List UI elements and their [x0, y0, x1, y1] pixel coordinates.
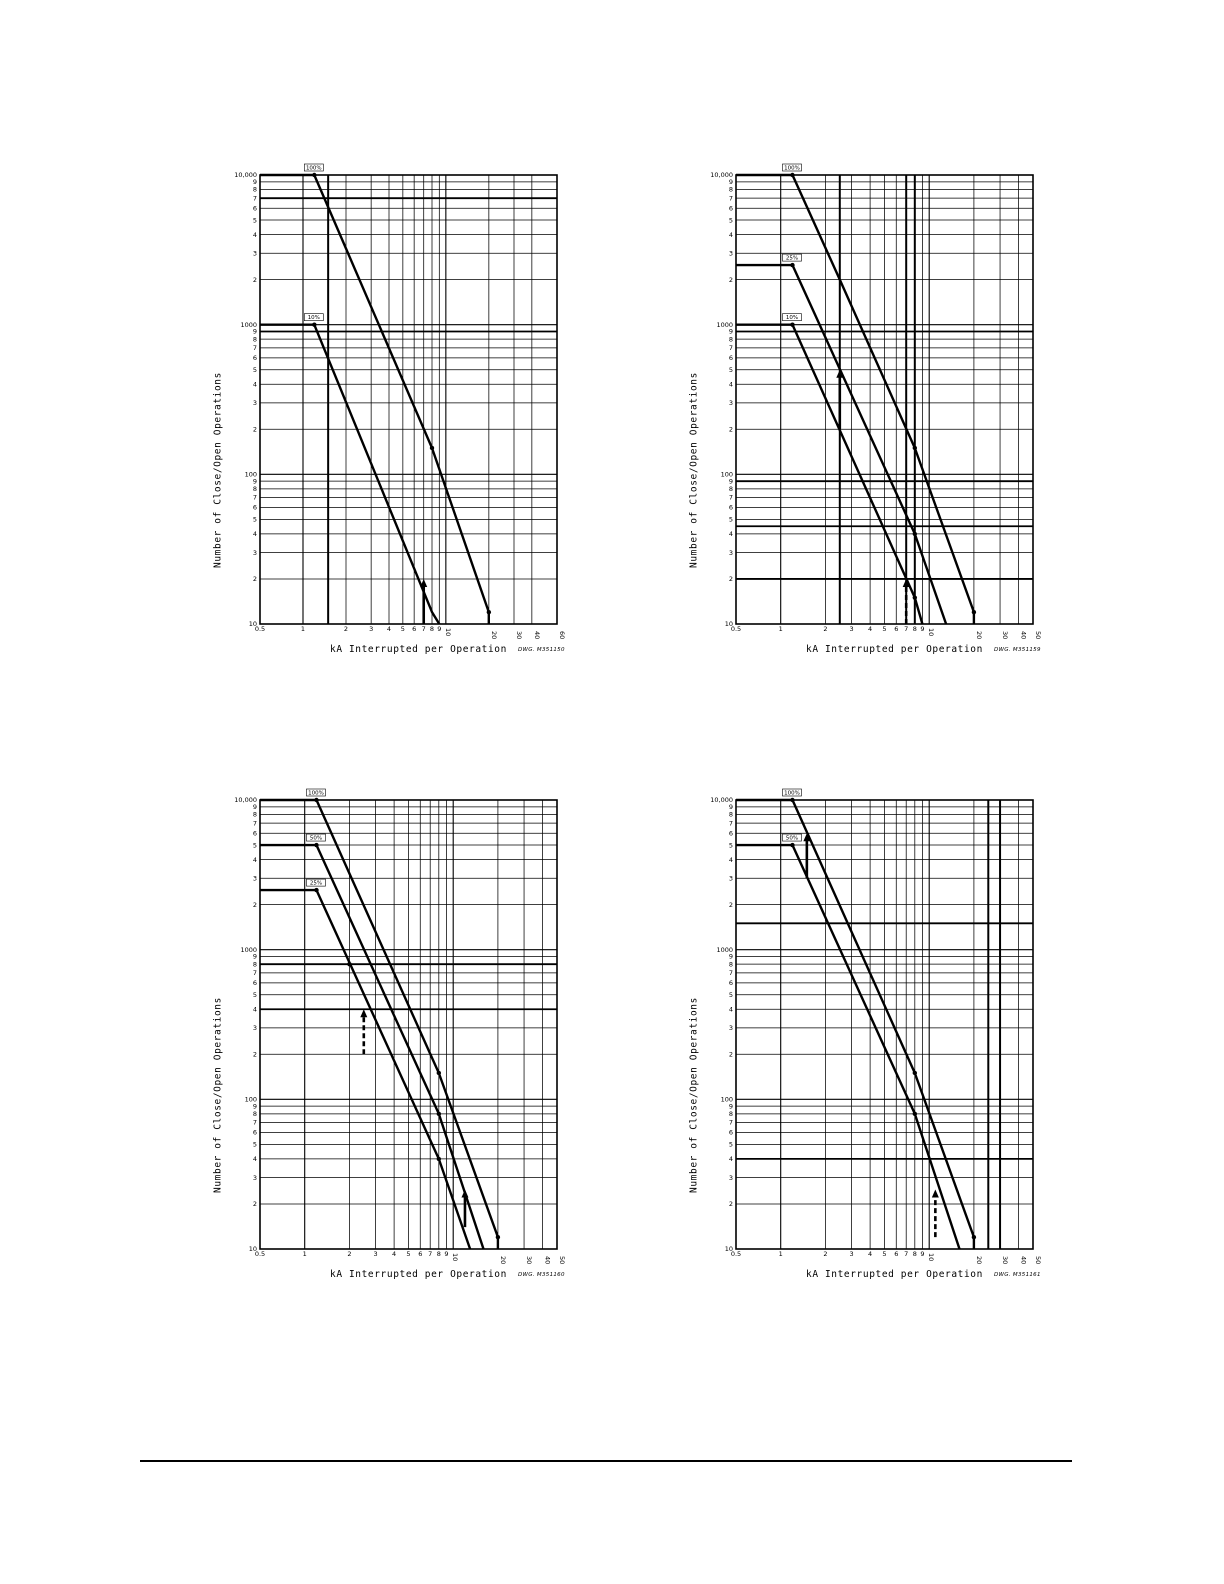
data-point: [972, 610, 976, 614]
x-tick-label: 8: [912, 1250, 917, 1258]
x-tick-label: 3: [849, 625, 854, 633]
y-tick-label: 5: [728, 1140, 733, 1149]
y-tick-label: 9: [252, 477, 257, 486]
y-tick-label: 6: [252, 354, 257, 363]
y-tick-label: 6: [252, 829, 257, 838]
y-tick-label: 4: [252, 855, 257, 864]
y-tick-label: 7: [728, 344, 733, 353]
y-tick-label: 5: [252, 841, 257, 850]
y-tick-label: 4: [728, 530, 733, 539]
x-tick-label: 3: [373, 1250, 378, 1258]
y-tick-label: 2: [728, 900, 733, 909]
y-tick-label: 3: [728, 548, 733, 557]
y-tick-label: 6: [252, 1128, 257, 1137]
data-point: [972, 1235, 976, 1239]
y-tick-label: 2: [252, 425, 257, 434]
y-tick-label: 3: [252, 874, 257, 883]
x-tick-label: 9: [444, 1250, 449, 1258]
y-tick-label: 7: [252, 969, 257, 978]
chart-1: [200, 150, 580, 690]
y-tick-label: 6: [728, 1128, 733, 1137]
y-tick-label: 9: [728, 178, 733, 187]
x-tick-label: 8: [429, 625, 435, 633]
y-tick-label: 6: [252, 204, 257, 213]
y-tick-label: 8: [252, 185, 257, 194]
y-tick-label: 2: [728, 1050, 733, 1059]
x-tick-label: 0.5: [254, 625, 266, 633]
y-tick-label: 10,000: [710, 171, 733, 180]
x-tick-label: 4: [386, 625, 392, 633]
y-tick-label: 4: [252, 380, 257, 389]
data-point: [913, 532, 917, 536]
x-tick-label: 40: [532, 631, 541, 640]
y-tick-label: 3: [252, 1024, 257, 1033]
y-tick-label: 2: [728, 275, 733, 284]
y-tick-label: 4: [252, 530, 257, 539]
x-tick-label: 9: [920, 625, 925, 633]
y-tick-label: 7: [728, 493, 733, 502]
x-axis-label: kA Interrupted per Operation: [330, 644, 507, 655]
series-label-text: 25%: [785, 255, 799, 262]
x-tick-label: 2: [343, 625, 349, 633]
y-tick-label: 9: [252, 1102, 257, 1111]
y-tick-label: 6: [728, 354, 733, 363]
data-point: [790, 322, 794, 326]
x-tick-label: 2: [347, 1250, 352, 1258]
x-tick-label: 20: [489, 631, 498, 640]
y-tick-label: 4: [728, 380, 733, 389]
y-tick-label: 7: [728, 1118, 733, 1127]
y-tick-label: 6: [728, 829, 733, 838]
x-tick-label: 30: [1001, 1256, 1010, 1265]
y-tick-label: 7: [252, 493, 257, 502]
x-tick-label: 10: [451, 1253, 460, 1262]
data-point: [913, 595, 917, 599]
y-tick-label: 5: [252, 365, 257, 374]
y-tick-label: 4: [728, 1005, 733, 1014]
y-tick-label: 1000: [716, 945, 733, 954]
y-tick-label: 10: [724, 620, 733, 629]
arrow-head: [360, 1009, 367, 1017]
y-axis-label: Number of Close/Open Operations: [688, 997, 700, 1193]
series-label: [306, 879, 325, 887]
x-tick-label: 40: [1019, 1256, 1028, 1265]
y-tick-label: 4: [252, 230, 257, 239]
y-tick-label: 100: [720, 1095, 733, 1104]
y-tick-label: 7: [728, 969, 733, 978]
y-tick-label: 2: [728, 575, 733, 584]
y-tick-label: 8: [728, 810, 733, 819]
series-label: [306, 789, 325, 797]
series-label: [782, 834, 801, 842]
series-label-text: 100%: [308, 790, 324, 797]
data-point: [437, 1112, 441, 1116]
y-tick-label: 9: [728, 1102, 733, 1111]
y-tick-label: 5: [728, 515, 733, 524]
x-tick-label: 6: [894, 1250, 899, 1258]
x-tick-label: 50: [558, 1256, 566, 1265]
x-tick-label: 5: [882, 625, 887, 633]
series-label: [782, 314, 801, 322]
y-tick-label: 5: [252, 990, 257, 999]
y-tick-label: 7: [728, 819, 733, 828]
y-tick-label: 4: [728, 1155, 733, 1164]
x-tick-label: 10: [927, 628, 936, 637]
y-axis-label: Number of Close/Open Operations: [212, 372, 224, 568]
x-tick-label: 0.5: [730, 1250, 742, 1258]
y-tick-label: 2: [252, 1050, 257, 1059]
x-tick-label: 2: [823, 1250, 828, 1258]
y-tick-label: 3: [728, 1173, 733, 1182]
y-tick-label: 8: [728, 185, 733, 194]
y-tick-label: 7: [252, 344, 257, 353]
x-tick-label: 0.5: [254, 1250, 266, 1258]
x-tick-label: 20: [498, 1256, 507, 1265]
x-tick-label: 40: [543, 1256, 552, 1265]
y-tick-label: 10: [248, 1245, 257, 1254]
y-tick-label: 3: [252, 249, 257, 258]
arrow-head: [932, 1189, 939, 1197]
y-tick-label: 10: [724, 1245, 733, 1254]
x-tick-label: 60: [558, 631, 566, 640]
y-tick-label: 7: [252, 194, 257, 203]
data-point: [790, 843, 794, 847]
x-tick-label: 40: [1019, 631, 1028, 640]
y-tick-label: 7: [252, 819, 257, 828]
drawing-number: DWG. M351150: [518, 647, 565, 653]
arrow-indicator: [932, 1189, 939, 1237]
y-tick-label: 5: [728, 365, 733, 374]
data-point: [496, 1235, 500, 1239]
x-tick-label: 4: [392, 1250, 397, 1258]
arrow-indicator: [461, 1189, 468, 1227]
chart-4-plot: [676, 775, 1056, 1315]
arrow-indicator: [360, 1009, 367, 1054]
x-tick-label: 8: [912, 625, 917, 633]
y-tick-label: 10,000: [710, 796, 733, 805]
y-tick-label: 100: [720, 470, 733, 479]
x-tick-label: 6: [894, 625, 899, 633]
data-point: [312, 322, 316, 326]
x-tick-label: 8: [436, 1250, 441, 1258]
arrow-indicator: [420, 579, 427, 624]
x-tick-label: 7: [421, 625, 426, 633]
arrow-head: [461, 1189, 468, 1197]
chart-1-plot: [200, 150, 580, 690]
y-tick-label: 8: [252, 810, 257, 819]
series-label: [782, 254, 801, 262]
x-tick-label: 2: [823, 625, 828, 633]
x-tick-label: 5: [400, 625, 405, 633]
x-tick-label: 30: [1001, 631, 1010, 640]
y-tick-label: 9: [728, 803, 733, 812]
x-tick-label: 7: [904, 625, 909, 633]
y-tick-label: 9: [252, 952, 257, 961]
y-tick-label: 7: [252, 1118, 257, 1127]
series-label-text: 10%: [307, 315, 320, 322]
y-tick-label: 10: [248, 620, 257, 629]
y-tick-label: 9: [728, 327, 733, 336]
data-point: [913, 1071, 917, 1075]
series-label-text: 100%: [784, 165, 800, 172]
y-tick-label: 3: [252, 548, 257, 557]
drawing-number: DWG. M351159: [994, 647, 1041, 653]
y-tick-label: 6: [728, 503, 733, 512]
y-tick-label: 2: [728, 425, 733, 434]
y-tick-label: 6: [252, 979, 257, 988]
data-point: [913, 1112, 917, 1116]
y-tick-label: 5: [728, 841, 733, 850]
y-axis-label: Number of Close/Open Operations: [688, 372, 700, 568]
y-tick-label: 4: [252, 1005, 257, 1014]
x-tick-label: 9: [437, 625, 442, 633]
y-tick-label: 1000: [240, 945, 257, 954]
data-point: [312, 173, 316, 177]
y-tick-label: 4: [728, 230, 733, 239]
series-line: [260, 175, 489, 624]
x-tick-label: 20: [974, 631, 983, 640]
y-tick-label: 5: [252, 216, 257, 225]
data-point: [790, 173, 794, 177]
x-tick-label: 30: [525, 1256, 534, 1265]
y-tick-label: 1000: [240, 320, 257, 329]
y-tick-label: 8: [252, 1110, 257, 1119]
footer-rule: [140, 1460, 1072, 1462]
x-tick-label: 0.5: [730, 625, 742, 633]
series-line: [736, 845, 960, 1249]
y-tick-label: 5: [252, 1140, 257, 1149]
y-tick-label: 8: [728, 485, 733, 494]
y-tick-label: 3: [728, 874, 733, 883]
x-tick-label: 9: [920, 1250, 925, 1258]
data-point: [790, 798, 794, 802]
series-label: [304, 314, 323, 322]
x-tick-label: 1: [778, 1250, 783, 1258]
data-point: [913, 446, 917, 450]
y-tick-label: 2: [252, 1200, 257, 1209]
y-tick-label: 5: [728, 216, 733, 225]
y-tick-label: 9: [252, 327, 257, 336]
chart-4: [676, 775, 1056, 1315]
x-tick-label: 3: [849, 1250, 854, 1258]
x-tick-label: 5: [406, 1250, 411, 1258]
data-point: [790, 263, 794, 267]
x-tick-label: 50: [1034, 1256, 1042, 1265]
y-tick-label: 9: [252, 178, 257, 187]
x-axis-label: kA Interrupted per Operation: [806, 1269, 983, 1280]
x-tick-label: 20: [974, 1256, 983, 1265]
data-point: [347, 962, 351, 966]
data-point: [314, 798, 318, 802]
series-label-text: 100%: [305, 165, 322, 172]
series-label-text: 10%: [785, 315, 799, 322]
series-label: [304, 164, 323, 172]
y-tick-label: 8: [252, 335, 257, 344]
drawing-number: DWG. M351161: [994, 1272, 1041, 1278]
y-tick-label: 2: [252, 900, 257, 909]
series-label-text: 50%: [785, 835, 799, 842]
y-tick-label: 100: [244, 470, 257, 479]
x-tick-label: 10: [443, 628, 452, 637]
series-label-text: 100%: [784, 790, 800, 797]
drawing-number: DWG. M351160: [518, 1272, 565, 1278]
x-tick-label: 5: [882, 1250, 887, 1258]
x-tick-label: 7: [904, 1250, 909, 1258]
y-tick-label: 9: [728, 952, 733, 961]
x-tick-label: 4: [868, 1250, 873, 1258]
y-tick-label: 2: [252, 575, 257, 584]
data-point: [314, 843, 318, 847]
x-tick-label: 30: [514, 631, 523, 640]
chart-3: [200, 775, 580, 1315]
y-tick-label: 7: [728, 194, 733, 203]
x-tick-label: 7: [428, 1250, 433, 1258]
chart-2-plot: [676, 150, 1056, 690]
series-label-text: 50%: [309, 835, 323, 842]
y-tick-label: 6: [728, 204, 733, 213]
y-tick-label: 3: [252, 1173, 257, 1182]
x-tick-label: 6: [412, 625, 417, 633]
y-tick-label: 3: [728, 249, 733, 258]
y-tick-label: 8: [728, 1110, 733, 1119]
x-tick-label: 1: [300, 625, 306, 633]
y-tick-label: 10,000: [234, 171, 257, 180]
y-tick-label: 10,000: [234, 796, 257, 805]
y-tick-label: 6: [252, 503, 257, 512]
series-label: [306, 834, 325, 842]
x-axis-label: kA Interrupted per Operation: [330, 1269, 507, 1280]
x-tick-label: 6: [418, 1250, 423, 1258]
y-tick-label: 8: [728, 960, 733, 969]
x-tick-label: 3: [369, 625, 374, 633]
x-tick-label: 50: [1034, 631, 1042, 640]
y-tick-label: 3: [252, 399, 257, 408]
y-tick-label: 100: [244, 1095, 257, 1104]
series-label: [782, 164, 801, 172]
data-point: [437, 1071, 441, 1075]
y-tick-label: 3: [728, 1024, 733, 1033]
y-tick-label: 8: [252, 960, 257, 969]
x-tick-label: 10: [927, 1253, 936, 1262]
data-point: [430, 446, 434, 450]
y-tick-label: 8: [728, 335, 733, 344]
x-tick-label: 4: [868, 625, 873, 633]
x-tick-label: 1: [302, 1250, 307, 1258]
y-axis-label: Number of Close/Open Operations: [212, 997, 224, 1193]
x-tick-label: 1: [778, 625, 783, 633]
y-tick-label: 2: [252, 275, 257, 284]
y-tick-label: 3: [728, 399, 733, 408]
y-tick-label: 8: [252, 485, 257, 494]
y-tick-label: 9: [252, 803, 257, 812]
y-tick-label: 5: [252, 515, 257, 524]
y-tick-label: 1000: [716, 320, 733, 329]
y-tick-label: 4: [728, 855, 733, 864]
chart-3-plot: [200, 775, 580, 1315]
data-point: [487, 610, 491, 614]
y-tick-label: 2: [728, 1200, 733, 1209]
y-tick-label: 4: [252, 1155, 257, 1164]
y-tick-label: 5: [728, 990, 733, 999]
series-label-text: 25%: [309, 880, 323, 887]
series-label: [782, 789, 801, 797]
arrow-indicator: [836, 370, 843, 430]
data-point: [314, 888, 318, 892]
y-tick-label: 9: [728, 477, 733, 486]
x-axis-label: kA Interrupted per Operation: [806, 644, 983, 655]
chart-2: [676, 150, 1056, 690]
data-point: [437, 1157, 441, 1161]
y-tick-label: 6: [728, 979, 733, 988]
